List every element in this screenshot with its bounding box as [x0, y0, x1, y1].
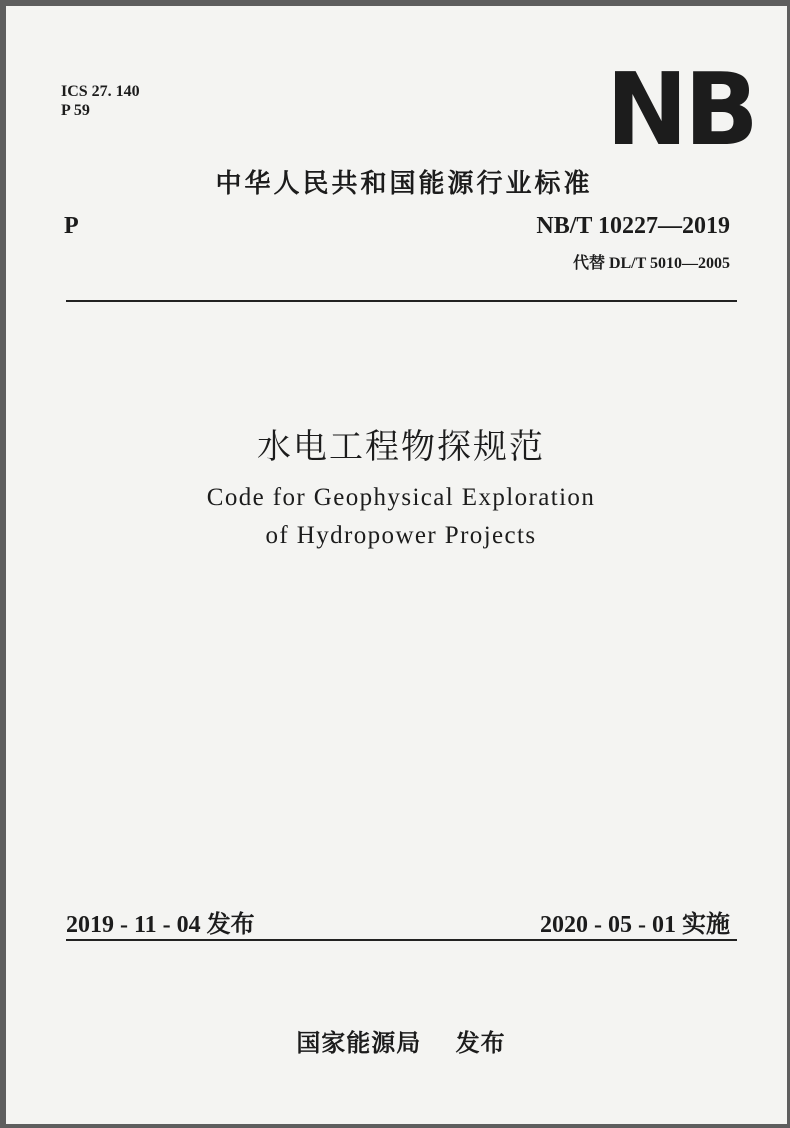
- document-title-english-line1: Code for Geophysical Exploration: [206, 484, 596, 511]
- ics-code: ICS 27. 140: [61, 83, 140, 100]
- industry-standard-title: 中华人民共和国能源行业标准: [215, 169, 593, 199]
- bottom-divider: [66, 939, 737, 941]
- nb-logo: NB: [606, 51, 755, 168]
- classification-codes: [61, 82, 140, 120]
- document-title-english-line2: of Hydropower Projects: [265, 522, 537, 549]
- ccs-code: P 59: [61, 102, 90, 119]
- replaces-standard: 代替 DL/T 5010—2005: [572, 255, 730, 272]
- publisher: 国家能源局 发布: [296, 1029, 506, 1057]
- top-divider: [66, 300, 737, 302]
- document-title-chinese: 水电工程物探规范: [257, 429, 545, 466]
- classification-letter: P: [64, 213, 79, 239]
- effective-date: 2020 - 05 - 01 实施: [540, 912, 730, 938]
- issue-date: 2019 - 11 - 04 发布: [66, 912, 255, 938]
- standard-number: NB/T 10227—2019: [536, 213, 730, 239]
